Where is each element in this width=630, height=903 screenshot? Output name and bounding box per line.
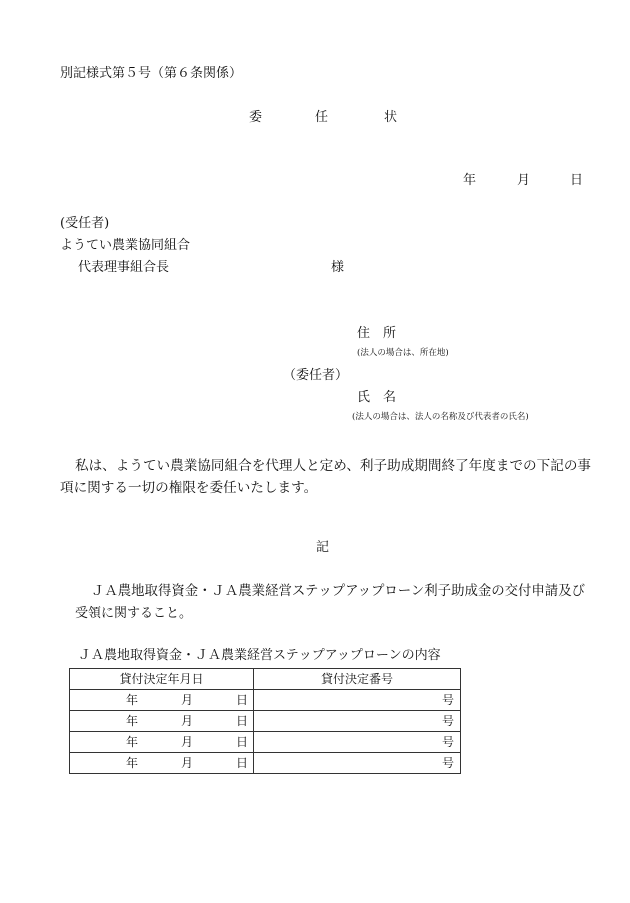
title-char-2: 任 [315, 110, 329, 125]
day-unit: 日 [236, 693, 249, 707]
body-line-2: 項に関する一切の権限を委任いたします。 [60, 480, 318, 496]
recipient-rep: 代表理事組合長 [78, 260, 170, 275]
item-line-1: ＪＡ農地取得資金・ＪＡ農業経営ステップアップローン利子助成金の交付申請及び [91, 584, 585, 599]
address-note: (法人の場合は、所在地) [357, 348, 449, 358]
month-unit: 月 [181, 735, 194, 749]
table-row [70, 711, 461, 732]
name-label: 氏 名 [357, 390, 397, 405]
month-unit: 月 [181, 714, 194, 728]
date-year: 年 [463, 173, 477, 188]
table-row [70, 690, 461, 711]
name-note: (法人の場合は、法人の名称及び代表者の氏名) [352, 412, 529, 422]
year-unit: 年 [126, 693, 139, 707]
year-unit: 年 [126, 714, 139, 728]
form-id: 別記様式第５号（第６条関係） [60, 66, 243, 81]
table-header-row [70, 669, 461, 690]
title-char-1: 委 [249, 110, 263, 125]
day-unit: 日 [236, 735, 249, 749]
table-row [70, 753, 461, 774]
ki-heading: 記 [316, 540, 330, 555]
decision-date-cell [70, 753, 254, 774]
year-unit: 年 [126, 756, 139, 770]
decision-number-cell: 号 [254, 690, 461, 711]
body-line-1: 私は、ようてい農業協同組合を代理人と定め、利子助成期間終了年度までの下記の事 [75, 458, 592, 474]
year-unit: 年 [126, 735, 139, 749]
date-day: 日 [570, 173, 584, 188]
table-caption: ＪＡ農地取得資金・ＪＡ農業経営ステップアップローンの内容 [78, 648, 441, 663]
title-char-3: 状 [384, 110, 398, 125]
table-row [70, 732, 461, 753]
date-month: 月 [517, 173, 531, 188]
address-label: 住 所 [357, 326, 397, 341]
day-unit: 日 [236, 756, 249, 770]
item-line-2: 受領に関すること。 [75, 606, 193, 621]
day-unit: 日 [236, 714, 249, 728]
decision-number-cell: 号 [254, 732, 461, 753]
header-decision-date: 貸付決定年月日 [70, 669, 254, 690]
loan-table [69, 668, 461, 774]
decision-number-cell: 号 [254, 753, 461, 774]
delegator-role: （委任者） [283, 368, 349, 383]
decision-date-cell [70, 732, 254, 753]
recipient-org: ようてい農業協同組合 [60, 238, 191, 253]
month-unit: 月 [181, 693, 194, 707]
recipient-honorific: 様 [331, 260, 345, 275]
recipient-role: (受任者) [60, 216, 110, 231]
decision-number-cell: 号 [254, 711, 461, 732]
decision-date-cell [70, 690, 254, 711]
header-decision-number: 貸付決定番号 [254, 669, 461, 690]
month-unit: 月 [181, 756, 194, 770]
decision-date-cell [70, 711, 254, 732]
